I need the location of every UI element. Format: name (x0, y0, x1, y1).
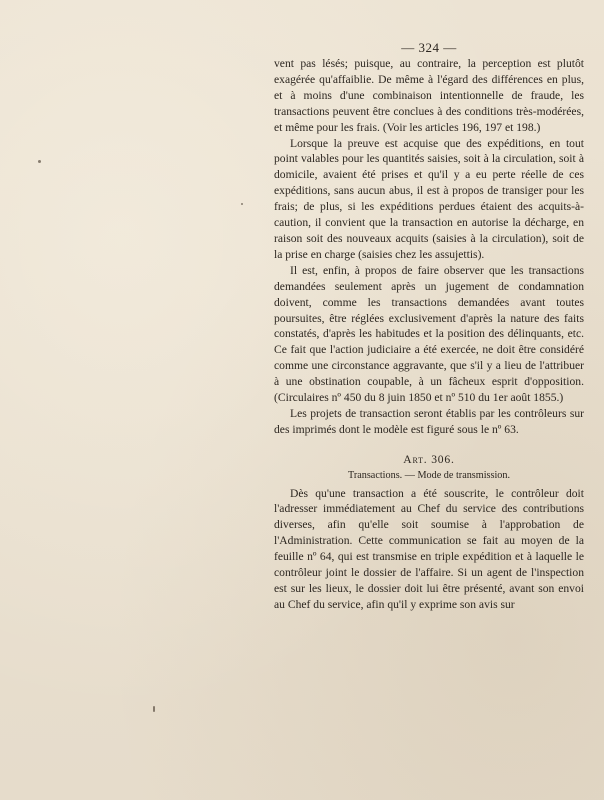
paragraph: Lorsque la preuve est acquise que des expéditions, en tout point valables pour les quantités saisies, soit à la circulation, soit à domicile, avaient été prises et qu'il y a eu perte réelle de ces expéditions, sans aucun abus, il est à propos de transiger pour les frais; de plus, si les expéditions perdues étaient des acquits-à-caution, il convient que la transaction en autorise la décharge, en raison soit des nouveaux acquits (saisies à la circulation), soit de la prise en charge (saisies chez les assujettis). (274, 136, 584, 261)
paragraph: Les projets de transaction seront établis par les contrôleurs sur des imprimés dont le modèle est figuré sous le nº 63. (274, 406, 584, 436)
paper-speck (38, 160, 41, 163)
article-heading: Art. 306. (403, 452, 455, 466)
paper-speck (241, 203, 243, 205)
paragraph: Il est, enfin, à propos de faire observer que les transactions demandées seulement après un jugement de condamnation doivent, comme les transactions demandées avant toutes poursuites, être réglées exclusivement d'après la nature des faits constatés, d'après les habitudes et la position des délinquants, etc. Ce fait que l'action judiciaire a été exercée, ne doit être considéré comme une circonstance aggravante, que s'il y a lieu de l'attribuer à une obstination coupable, à un fâcheux esprit d'opposition. (Circulaires nº 450 du 8 juin 1850 et nº 510 du 1er août 1855.) (274, 263, 584, 405)
article-subtitle: Transactions. — Mode de transmission. (347, 469, 511, 481)
paragraph: vent pas lésés; puisque, au contraire, la perception est plutôt exagérée qu'affaiblie. De même à l'égard des différences en plus, et à moins d'une combinaison intentionnelle de fraude, les transactions peuvent être conclues à des conditions très-modérées, et même pour les frais. (Voir les articles 196, 197 et 198.) (274, 57, 584, 134)
main-text (274, 56, 584, 613)
page-number: — 324 — (401, 40, 457, 55)
paragraph: Dès qu'une transaction a été souscrite, le contrôleur doit l'adresser immédiatement au Chef du service des contributions diverses, afin qu'elle soit soumise à l'approbation de l'Administration. Cette communication se fait au moyen de la feuille nº 64, qui est transmise en triple expédition et à laquelle le contrôleur joint le dossier de l'affaire. Si un agent de l'inspection est sur les lieux, le dossier doit lui être présenté, avant son envoi au Chef du service, afin qu'il y exprime son avis sur (274, 486, 584, 611)
paper-speck (153, 706, 155, 712)
